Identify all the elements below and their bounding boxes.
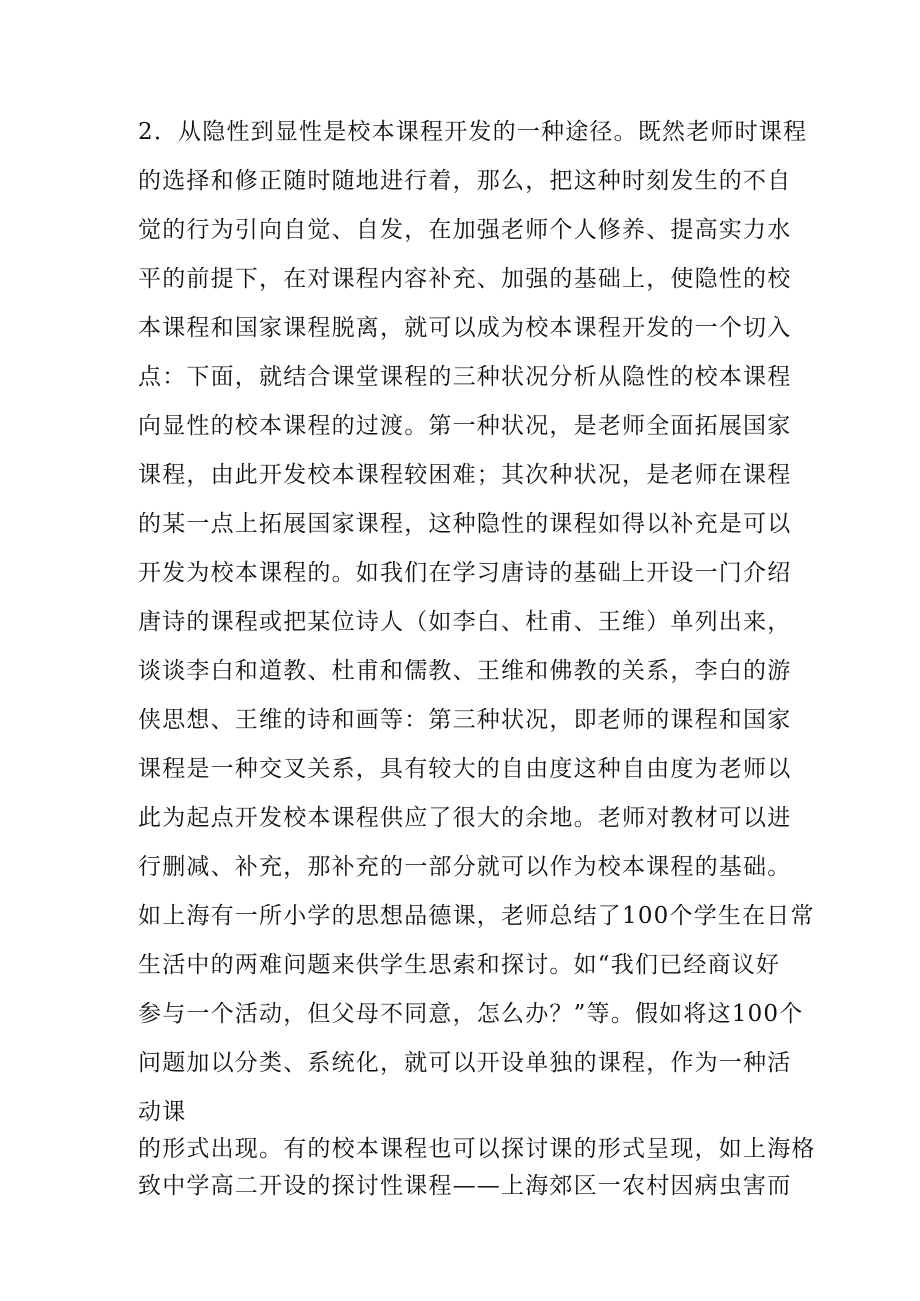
- text-line: 此为起点开发校本课程供应了很大的余地。老师对教材可以进: [138, 805, 792, 831]
- text-line: 课程是一种交叉关系，具有较大的自由度这种自由度为老师以: [138, 756, 792, 782]
- text-line: 侠思想、王维的诗和画等：第三种状况，即老师的课程和国家: [138, 707, 792, 733]
- text-line: 动课: [138, 1099, 187, 1125]
- text-line: 课程，由此开发校本课程较困难；其次种状况，是老师在课程: [138, 462, 792, 488]
- text-line: 致中学高二开设的探讨性课程——上海郊区一农村因病虫害而: [138, 1173, 792, 1199]
- text-line: 向显性的校本课程的过渡。第一种状况，是老师全面拓展国家: [138, 413, 792, 439]
- text-line: 本课程和国家课程脱离，就可以成为校本课程开发的一个切入: [138, 315, 792, 341]
- text-line: 的选择和修正随时随地进行着，那么，把这种时刻发生的不自: [138, 168, 792, 194]
- text-line: 生活中的两难问题来供学生思索和探讨。如“我们已经商议好: [138, 952, 781, 978]
- text-line: 的形式出现。有的校本课程也可以探讨课的形式呈现，如上海格: [138, 1136, 816, 1162]
- text-line: 如上海有一所小学的思想品德课，老师总结了100个学生在日常: [138, 903, 815, 929]
- text-line: 觉的行为引向自觉、自发，在加强老师个人修养、提高实力水: [138, 217, 792, 243]
- text-line: 参与一个活动，但父母不同意，怎么办？”等。假如将这100个: [138, 1001, 804, 1027]
- text-line: 平的前提下，在对课程内容补充、加强的基础上，使隐性的校: [138, 266, 792, 292]
- text-line: 问题加以分类、系统化，就可以开设单独的课程，作为一种活: [138, 1050, 792, 1076]
- text-line: 点：下面，就结合课堂课程的三种状况分析从隐性的校本课程: [138, 364, 792, 390]
- text-line: 谈谈李白和道教、杜甫和儒教、王维和佛教的关系，李白的游: [138, 658, 792, 684]
- text-line: 开发为校本课程的。如我们在学习唐诗的基础上开设一门介绍: [138, 560, 792, 586]
- text-line: 唐诗的课程或把某位诗人（如李白、杜甫、王维）单列出来，: [138, 609, 792, 635]
- body-paragraph: [138, 112, 816, 1215]
- text-line: 的某一点上拓展国家课程，这种隐性的课程如得以补充是可以: [138, 511, 792, 537]
- text-line: 2．从隐性到显性是校本课程开发的一种途径。既然老师时课程: [138, 119, 808, 145]
- text-line: 行删减、补充，那补充的一部分就可以作为校本课程的基础。: [138, 854, 792, 880]
